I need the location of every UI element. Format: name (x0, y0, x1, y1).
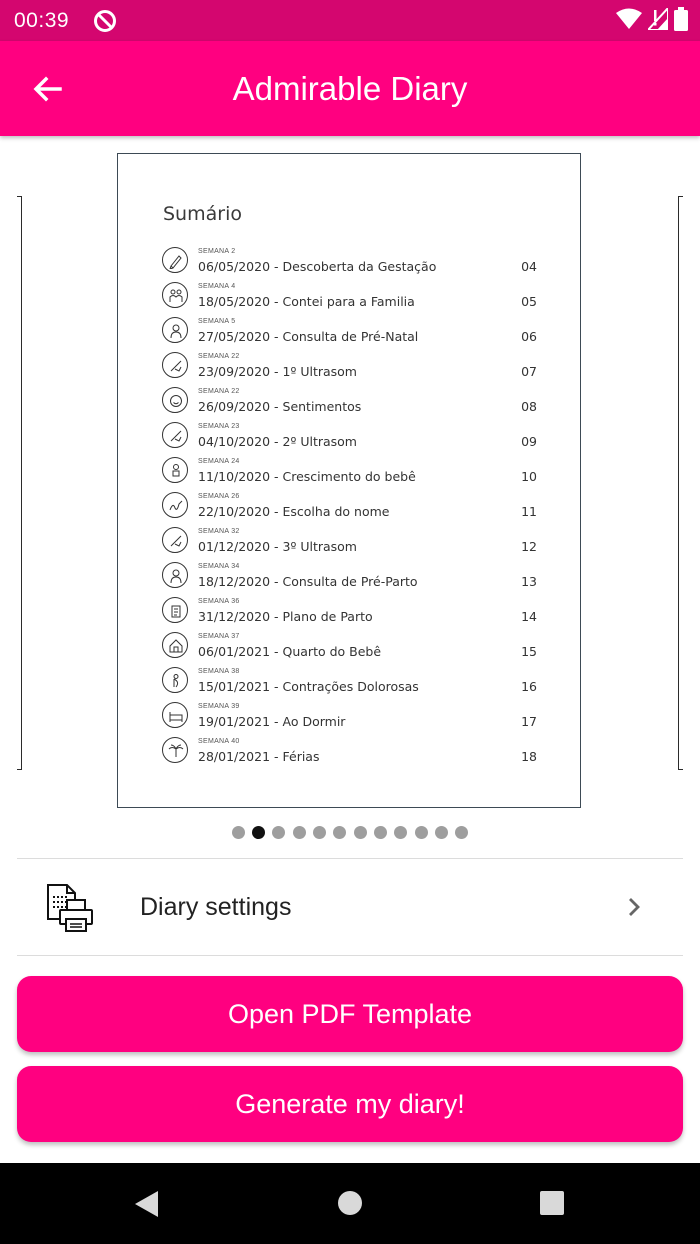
toc-page-number: 04 (521, 259, 537, 274)
page-dot[interactable] (272, 826, 285, 839)
doctor-icon (162, 317, 188, 343)
pen-icon (162, 247, 188, 273)
ultrasound-icon (162, 422, 188, 448)
house-icon (162, 632, 188, 658)
toc-week: SEMANA 39 (198, 703, 240, 710)
toc-entry (162, 701, 540, 736)
toc-page-number: 13 (521, 574, 537, 589)
page-dot[interactable] (354, 826, 367, 839)
toc-entry (162, 456, 540, 491)
toc-entry-text: 01/12/2020 - 3º Ultrasom (198, 539, 357, 554)
toc-entry (162, 316, 540, 351)
battery-icon (674, 7, 688, 36)
toc-entry (162, 246, 540, 281)
toc-page-number: 11 (521, 504, 537, 519)
page-dot[interactable] (374, 826, 387, 839)
toc-title: Sumário (163, 203, 242, 225)
toc-page-number: 06 (521, 329, 537, 344)
wifi-icon (616, 8, 642, 35)
generate-diary-button[interactable]: Generate my diary! (17, 1066, 683, 1142)
toc-week: SEMANA 26 (198, 493, 240, 500)
pregnant-icon (162, 667, 188, 693)
palm-tree-icon (162, 737, 188, 763)
toc-page-number: 16 (521, 679, 537, 694)
toc-entry-text: 11/10/2020 - Crescimento do bebê (198, 469, 416, 484)
system-nav-bar (0, 1163, 700, 1244)
toc-entry (162, 491, 540, 526)
page-dot[interactable] (415, 826, 428, 839)
toc-week: SEMANA 5 (198, 318, 236, 325)
toc-entry (162, 351, 540, 386)
toc-week: SEMANA 4 (198, 283, 236, 290)
toc-entry (162, 281, 540, 316)
system-icons (616, 8, 688, 34)
toc-week: SEMANA 38 (198, 668, 240, 675)
status-time: 00:39 (14, 9, 70, 32)
toc-page-number: 12 (521, 539, 537, 554)
divider (17, 858, 683, 859)
toc-entry-text: 18/05/2020 - Contei para a Familia (198, 294, 415, 309)
toc-week: SEMANA 2 (198, 248, 236, 255)
toc-week: SEMANA 37 (198, 633, 240, 640)
toc-entry (162, 526, 540, 561)
toc-week: SEMANA 36 (198, 598, 240, 605)
toc-entry-text: 15/01/2021 - Contrações Dolorosas (198, 679, 419, 694)
page-dot[interactable] (455, 826, 468, 839)
toc-week: SEMANA 34 (198, 563, 240, 570)
toc-entry (162, 561, 540, 596)
toc-page-number: 09 (521, 434, 537, 449)
toc-page-number: 15 (521, 644, 537, 659)
toc-page-number: 10 (521, 469, 537, 484)
toc-entry-text: 31/12/2020 - Plano de Parto (198, 609, 373, 624)
clipboard-icon (162, 597, 188, 623)
family-icon (162, 282, 188, 308)
toc-entry (162, 386, 540, 421)
document-printer-icon (45, 883, 95, 933)
previous-page-edge[interactable] (17, 196, 22, 770)
doctor-icon (162, 562, 188, 588)
notification-icon (92, 8, 118, 34)
toc-entry-text: 04/10/2020 - 2º Ultrasom (198, 434, 357, 449)
page-dot[interactable] (394, 826, 407, 839)
toc-page-number: 07 (521, 364, 537, 379)
toc-entry (162, 631, 540, 666)
toc-page-number: 14 (521, 609, 537, 624)
open-pdf-template-button[interactable]: Open PDF Template (17, 976, 683, 1052)
signature-icon (162, 492, 188, 518)
divider (17, 955, 683, 956)
nav-recents-icon[interactable] (539, 1190, 565, 1221)
page-dot[interactable] (333, 826, 346, 839)
toc-entry-text: 23/09/2020 - 1º Ultrasom (198, 364, 357, 379)
ultrasound-icon (162, 527, 188, 553)
toc-week: SEMANA 22 (198, 353, 240, 360)
toc-week: SEMANA 32 (198, 528, 240, 535)
toc-entry (162, 596, 540, 631)
page-indicator (0, 826, 700, 839)
page-dot[interactable] (252, 826, 265, 839)
toc-entry-text: 06/01/2021 - Quarto do Bebê (198, 644, 382, 659)
diary-page-preview[interactable] (117, 153, 581, 808)
status-bar (0, 0, 700, 41)
toc-entry-text: 28/01/2021 - Férias (198, 749, 320, 764)
face-icon (162, 387, 188, 413)
toc-week: SEMANA 24 (198, 458, 240, 465)
page-dot[interactable] (232, 826, 245, 839)
toc-list (162, 246, 540, 771)
page-dot[interactable] (435, 826, 448, 839)
toc-entry (162, 421, 540, 456)
bed-icon (162, 702, 188, 728)
baby-icon (162, 457, 188, 483)
page-title: Admirable Diary (232, 70, 468, 107)
toc-entry (162, 666, 540, 701)
nav-back-icon[interactable] (132, 1189, 160, 1224)
nav-home-icon[interactable] (337, 1190, 363, 1221)
page-dot[interactable] (293, 826, 306, 839)
toc-page-number: 08 (521, 399, 537, 414)
toc-week: SEMANA 23 (198, 423, 240, 430)
toc-week: SEMANA 40 (198, 738, 240, 745)
toc-entry-text: 06/05/2020 - Descoberta da Gestação (198, 259, 437, 274)
toc-page-number: 18 (521, 749, 537, 764)
next-page-edge[interactable] (678, 196, 683, 770)
toc-entry-text: 19/01/2021 - Ao Dormir (198, 714, 346, 729)
page-dot[interactable] (313, 826, 326, 839)
toc-week: SEMANA 22 (198, 388, 240, 395)
toc-entry-text: 22/10/2020 - Escolha do nome (198, 504, 390, 519)
toc-entry (162, 736, 540, 771)
toc-entry-text: 18/12/2020 - Consulta de Pré-Parto (198, 574, 418, 589)
toc-page-number: 05 (521, 294, 537, 309)
toc-page-number: 17 (521, 714, 537, 729)
ultrasound-icon (162, 352, 188, 378)
diary-settings-label: Diary settings (140, 893, 292, 921)
toc-entry-text: 26/09/2020 - Sentimentos (198, 399, 362, 414)
diary-settings-row[interactable] (17, 860, 683, 954)
toc-entry-text: 27/05/2020 - Consulta de Pré-Natal (198, 329, 419, 344)
app-bar (0, 41, 700, 136)
signal-icon (648, 8, 668, 35)
chevron-right-icon (625, 896, 645, 918)
